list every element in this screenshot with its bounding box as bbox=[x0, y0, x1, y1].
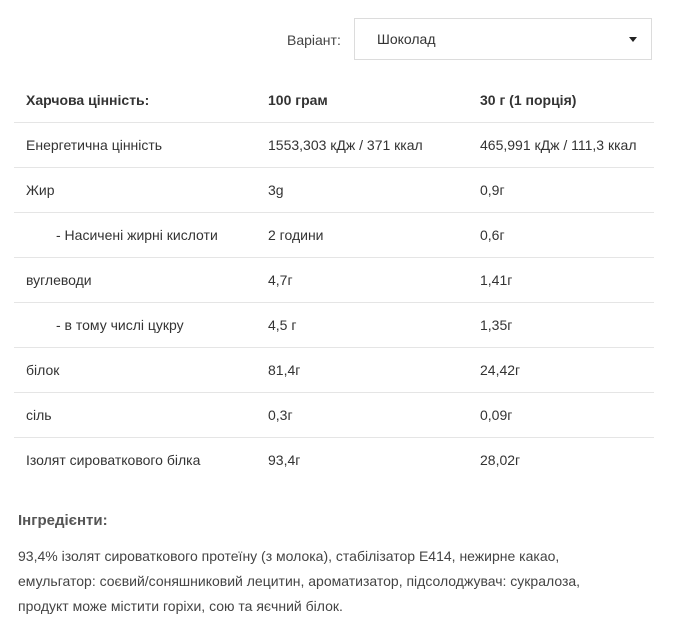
ingredients-text bbox=[18, 544, 668, 619]
row-label: вуглеводи bbox=[14, 258, 256, 303]
row-value-serving: 24,42г bbox=[468, 348, 654, 393]
row-value-serving: 1,41г bbox=[468, 258, 654, 303]
row-value-100g: 81,4г bbox=[256, 348, 468, 393]
variant-selector-row bbox=[0, 18, 680, 62]
row-label: білок bbox=[14, 348, 256, 393]
caret-down-icon bbox=[629, 37, 637, 42]
table-row bbox=[14, 123, 654, 168]
header-per-100g: 100 грам bbox=[256, 78, 468, 123]
variant-selected-value: Шоколад bbox=[377, 31, 436, 47]
ingredients-line: 93,4% ізолят сироваткового протеїну (з молока), стабілізатор Е414, нежирне какао, bbox=[18, 548, 560, 564]
table-row bbox=[14, 213, 654, 258]
row-value-100g: 3g bbox=[256, 168, 468, 213]
ingredients-line: емульгатор: соєвий/соняшниковий лецитин, ароматизатор, підсолоджувач: сукралоза, bbox=[18, 573, 581, 589]
row-label: - в тому числі цукру bbox=[14, 303, 256, 348]
row-value-100g: 2 години bbox=[256, 213, 468, 258]
row-value-100g: 4,7г bbox=[256, 258, 468, 303]
row-value-serving: 0,9г bbox=[468, 168, 654, 213]
header-nutrition-value: Харчова цінність: bbox=[14, 78, 256, 123]
ingredients-line: продукт може містити горіхи, сою та яєчний білок. bbox=[18, 598, 343, 614]
row-label: Енергетична цінність bbox=[14, 123, 256, 168]
table-row bbox=[14, 168, 654, 213]
variant-label: Варіант: bbox=[287, 32, 341, 48]
table-row bbox=[14, 303, 654, 348]
row-value-100g: 4,5 г bbox=[256, 303, 468, 348]
row-value-100g: 1553,303 кДж / 371 ккал bbox=[256, 123, 468, 168]
row-value-serving: 0,6г bbox=[468, 213, 654, 258]
ingredients-title: Інгредієнти: bbox=[18, 512, 108, 529]
row-value-serving: 0,09г bbox=[468, 393, 654, 438]
table-row bbox=[14, 348, 654, 393]
row-label: - Насичені жирні кислоти bbox=[14, 213, 256, 258]
row-label: сіль bbox=[14, 393, 256, 438]
row-value-100g: 93,4г bbox=[268, 452, 301, 468]
row-value-serving: 1,35г bbox=[468, 303, 654, 348]
row-label: Ізолят сироваткового білка bbox=[26, 452, 201, 468]
header-per-serving: 30 г (1 порція) bbox=[468, 78, 654, 123]
row-value-100g: 0,3г bbox=[256, 393, 468, 438]
table-row bbox=[14, 393, 654, 438]
row-label: Жир bbox=[14, 168, 256, 213]
nutrition-header-row bbox=[14, 78, 654, 123]
variant-dropdown[interactable] bbox=[354, 18, 652, 60]
nutrition-table bbox=[14, 78, 654, 482]
row-value-serving: 28,02г bbox=[480, 452, 521, 468]
table-row bbox=[14, 438, 654, 483]
row-value-serving: 465,991 кДж / 111,3 ккал bbox=[468, 123, 654, 168]
table-row bbox=[14, 258, 654, 303]
